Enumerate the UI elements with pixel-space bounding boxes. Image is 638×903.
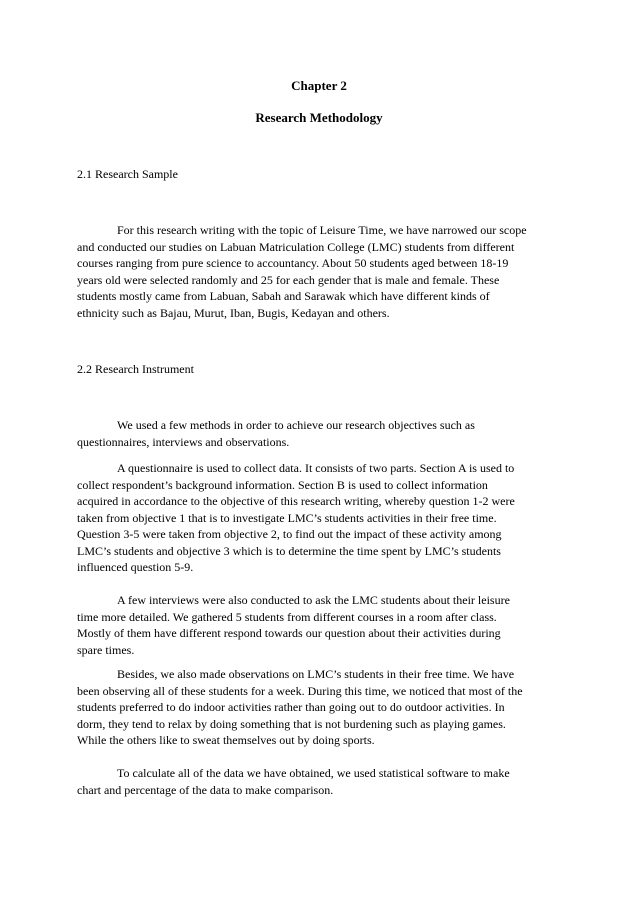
paragraph-questionnaire <box>77 460 547 576</box>
paragraph-line: and conducted our studies on Labuan Matriculation College (LMC) students from different <box>77 239 515 254</box>
paragraph-line: students mostly came from Labuan, Sabah and Sarawak which have different kinds of <box>77 289 490 303</box>
paragraph-line: time more detailed. We gathered 5 students from different courses in a room after class. <box>77 609 497 624</box>
paragraph-line: To calculate all of the data we have obtained, we used statistical software to make <box>117 766 510 780</box>
chapter-subtitle: Research Methodology <box>255 110 383 125</box>
paragraph-line: LMC’s students and objective 3 which is to determine the time spent by LMC’s students <box>77 543 501 558</box>
paragraph-line: questionnaires, interviews and observations. <box>77 434 290 449</box>
paragraph-line: influenced question 5-9. <box>77 560 194 574</box>
paragraph-research-sample <box>77 222 547 321</box>
paragraph-line: collect respondent’s background information. Section B is used to collect information <box>77 477 488 492</box>
paragraph-line: Mostly of them have different respond towards our question about their activities during <box>77 626 501 640</box>
section-heading-research-sample: 2.1 Research Sample <box>77 167 178 181</box>
paragraph-line: years old were selected randomly and 25 for each gender that is male and female. These <box>77 272 500 287</box>
paragraph-line: Question 3-5 were taken from objective 2, to find out the impact of these activity among <box>77 527 502 541</box>
paragraph-line: ethnicity such as Bajau, Murut, Iban, Bugis, Kedayan and others. <box>77 305 390 320</box>
paragraph-line: A few interviews were also conducted to ask the LMC students about their leisure <box>117 593 510 607</box>
paragraph-line: While the others like to sweat themselves out by doing sports. <box>77 733 375 747</box>
paragraph-observations <box>77 666 547 749</box>
paragraph-line: dorm, they tend to relax by doing something that is not burdening such as playing games. <box>77 716 506 731</box>
paragraph-line: taken from objective 1 that is to investigate LMC’s students activities in their free time. <box>77 510 497 525</box>
paragraph-line: students preferred to do indoor activities rather than going out to do outdoor activities. In <box>77 700 505 714</box>
paragraph-line: chart and percentage of the data to make comparison. <box>77 782 334 797</box>
paragraph-line: We used a few methods in order to achieve our research objectives such as <box>117 418 475 432</box>
paragraph-line: spare times. <box>77 642 135 657</box>
paragraph-data-calculation <box>77 765 547 798</box>
paragraph-line: For this research writing with the topic of Leisure Time, we have narrowed our scope <box>117 223 527 237</box>
paragraph-line: A questionnaire is used to collect data. It consists of two parts. Section A is used to <box>117 461 515 475</box>
section-heading-research-instrument: 2.2 Research Instrument <box>77 362 194 376</box>
paragraph-line: been observing all of these students for a week. During this time, we noticed that most of the <box>77 683 523 698</box>
paragraph-methods <box>77 417 547 450</box>
paragraph-line: Besides, we also made observations on LMC’s students in their free time. We have <box>117 667 515 681</box>
paragraph-interviews <box>77 592 547 658</box>
paragraph-line: courses ranging from pure science to accountancy. About 50 students aged between 18-19 <box>77 256 509 270</box>
paragraph-line: acquired in accordance to the objective of this research writing, whereby question 1-2 were <box>77 494 515 508</box>
chapter-title: Chapter 2 <box>291 78 347 93</box>
